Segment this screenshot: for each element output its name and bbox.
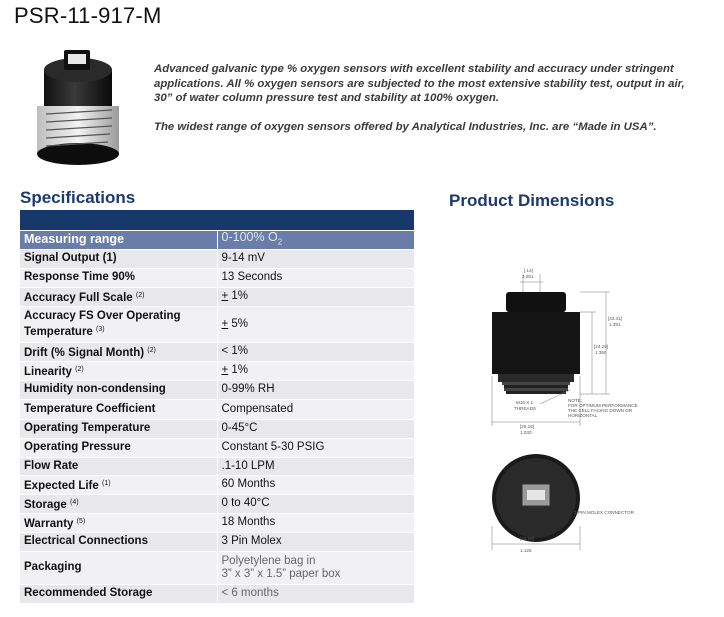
- spec-label: Electrical Connections: [20, 532, 217, 551]
- dim-top-width-mm: 3.551: [522, 274, 534, 279]
- spec-value: 3 Pin Molex: [217, 532, 414, 551]
- dim-connector: 3-PIN MOLEX CONNECTOR: [574, 510, 634, 515]
- dim-note-3: THE CELL FACING DOWN OR: [568, 408, 633, 413]
- dimensions-heading: Product Dimensions: [449, 191, 615, 210]
- dimension-drawing: [476, 264, 666, 554]
- table-row: [20, 494, 414, 513]
- spec-label: Operating Pressure: [20, 438, 217, 457]
- dim-thread-label: THREADS: [514, 406, 536, 411]
- spec-value: .1-10 LPM: [217, 457, 414, 475]
- dim-body-width: [26.16]: [520, 424, 535, 429]
- dim-bottom-width: [28.58]: [520, 536, 535, 541]
- table-row: [20, 399, 414, 419]
- dim-body-height-mm: 1.350: [595, 350, 607, 355]
- spec-label: Accuracy FS Over Operating Temperature $^{(3)}$: [20, 306, 217, 342]
- table-row: [20, 457, 414, 475]
- table-row: [20, 268, 414, 287]
- table-row: [20, 231, 414, 250]
- spec-value: 0 to 40°C: [217, 494, 414, 513]
- dim-total-height: [43.41]: [608, 316, 623, 321]
- spec-label: Storage $^{(4)}$: [20, 494, 217, 513]
- table-row: [20, 532, 414, 551]
- spec-value: 13 Seconds: [217, 268, 414, 287]
- spec-label: Recommended Storage: [20, 584, 217, 603]
- spec-label: Packaging: [20, 551, 217, 584]
- spec-value: 18 Months: [217, 513, 414, 532]
- dim-top-width: [.14]: [524, 268, 533, 273]
- dim-body-height: [24.29]: [594, 344, 609, 349]
- spec-value: 0-45°C: [217, 419, 414, 438]
- spec-value: 0-99% RH: [217, 380, 414, 399]
- table-header-bar: [20, 210, 414, 231]
- spec-value: Compensated: [217, 399, 414, 419]
- table-row: [20, 419, 414, 438]
- sensor-product-photo: [24, 40, 142, 170]
- dim-note-1: NOTE:: [568, 398, 583, 403]
- spec-value: + 1%: [217, 287, 414, 306]
- dim-note-4: HORIZONTAL: [568, 413, 598, 418]
- page-title: PSR-11-917-M: [14, 3, 162, 28]
- spec-value: + 1%: [217, 361, 414, 380]
- spec-label: Flow Rate: [20, 457, 217, 475]
- table-row: [20, 361, 414, 380]
- spec-value: 60 Months: [217, 475, 414, 494]
- table-row: [20, 475, 414, 494]
- spec-label: Warranty $^{(5)}$: [20, 513, 217, 532]
- spec-value: 0-100% $O_2$: [217, 231, 414, 250]
- product-description: [154, 62, 694, 148]
- dim-note-2: FOR OPTIMUM PERFORMANCE: [568, 403, 638, 408]
- dim-total-height-mm: 1.391: [609, 322, 621, 327]
- spec-label: Linearity $^{(2)}$: [20, 361, 217, 380]
- table-row: [20, 380, 414, 399]
- spec-value: Constant 5-30 PSIG: [217, 438, 414, 457]
- spec-label: Signal Output (1): [20, 249, 217, 268]
- spec-label: Accuracy Full Scale $^{(2)}$: [20, 287, 217, 306]
- spec-label: Response Time 90%: [20, 268, 217, 287]
- spec-label: Expected Life $^{(1)}$: [20, 475, 217, 494]
- spec-value: + 5%: [217, 306, 414, 342]
- dim-thread: M16 X 1: [516, 400, 534, 405]
- table-row: [20, 513, 414, 532]
- spec-label: Temperature Coefficient: [20, 399, 217, 419]
- specifications-table: [20, 210, 414, 604]
- dim-body-width-mm: 1.030: [520, 430, 532, 435]
- table-row: [20, 306, 414, 342]
- table-row: [20, 249, 414, 268]
- table-row: [20, 438, 414, 457]
- spec-label: Measuring range: [20, 231, 217, 250]
- specifications-heading: Specifications: [20, 188, 136, 207]
- spec-label: Humidity non-condensing: [20, 380, 217, 399]
- dim-bottom-width-mm: 1.125: [520, 548, 532, 553]
- spec-value: Polyetylene bag in 3” x 3” x 1.5” paper box: [217, 551, 414, 584]
- spec-label: Operating Temperature: [20, 419, 217, 438]
- table-row: [20, 551, 414, 584]
- spec-value: 9-14 mV: [217, 249, 414, 268]
- description-paragraph: Advanced galvanic type % oxygen sensors with excellent stability and accuracy under stringent applications. All % oxygen sensors are subjected to the most extensive stability test, output in air, 30” of water column pressure test and stability at 100% oxygen.: [154, 63, 685, 105]
- spec-value: < 6 months: [217, 584, 414, 603]
- spec-value: < 1%: [217, 342, 414, 361]
- spec-label: Drift (% Signal Month) $^{(2)}$: [20, 342, 217, 361]
- table-row: [20, 342, 414, 361]
- table-row: [20, 287, 414, 306]
- table-row: [20, 584, 414, 603]
- made-in-usa-paragraph: The widest range of oxygen sensors offered by Analytical Industries, Inc. are “Made in USA”.: [154, 120, 657, 133]
